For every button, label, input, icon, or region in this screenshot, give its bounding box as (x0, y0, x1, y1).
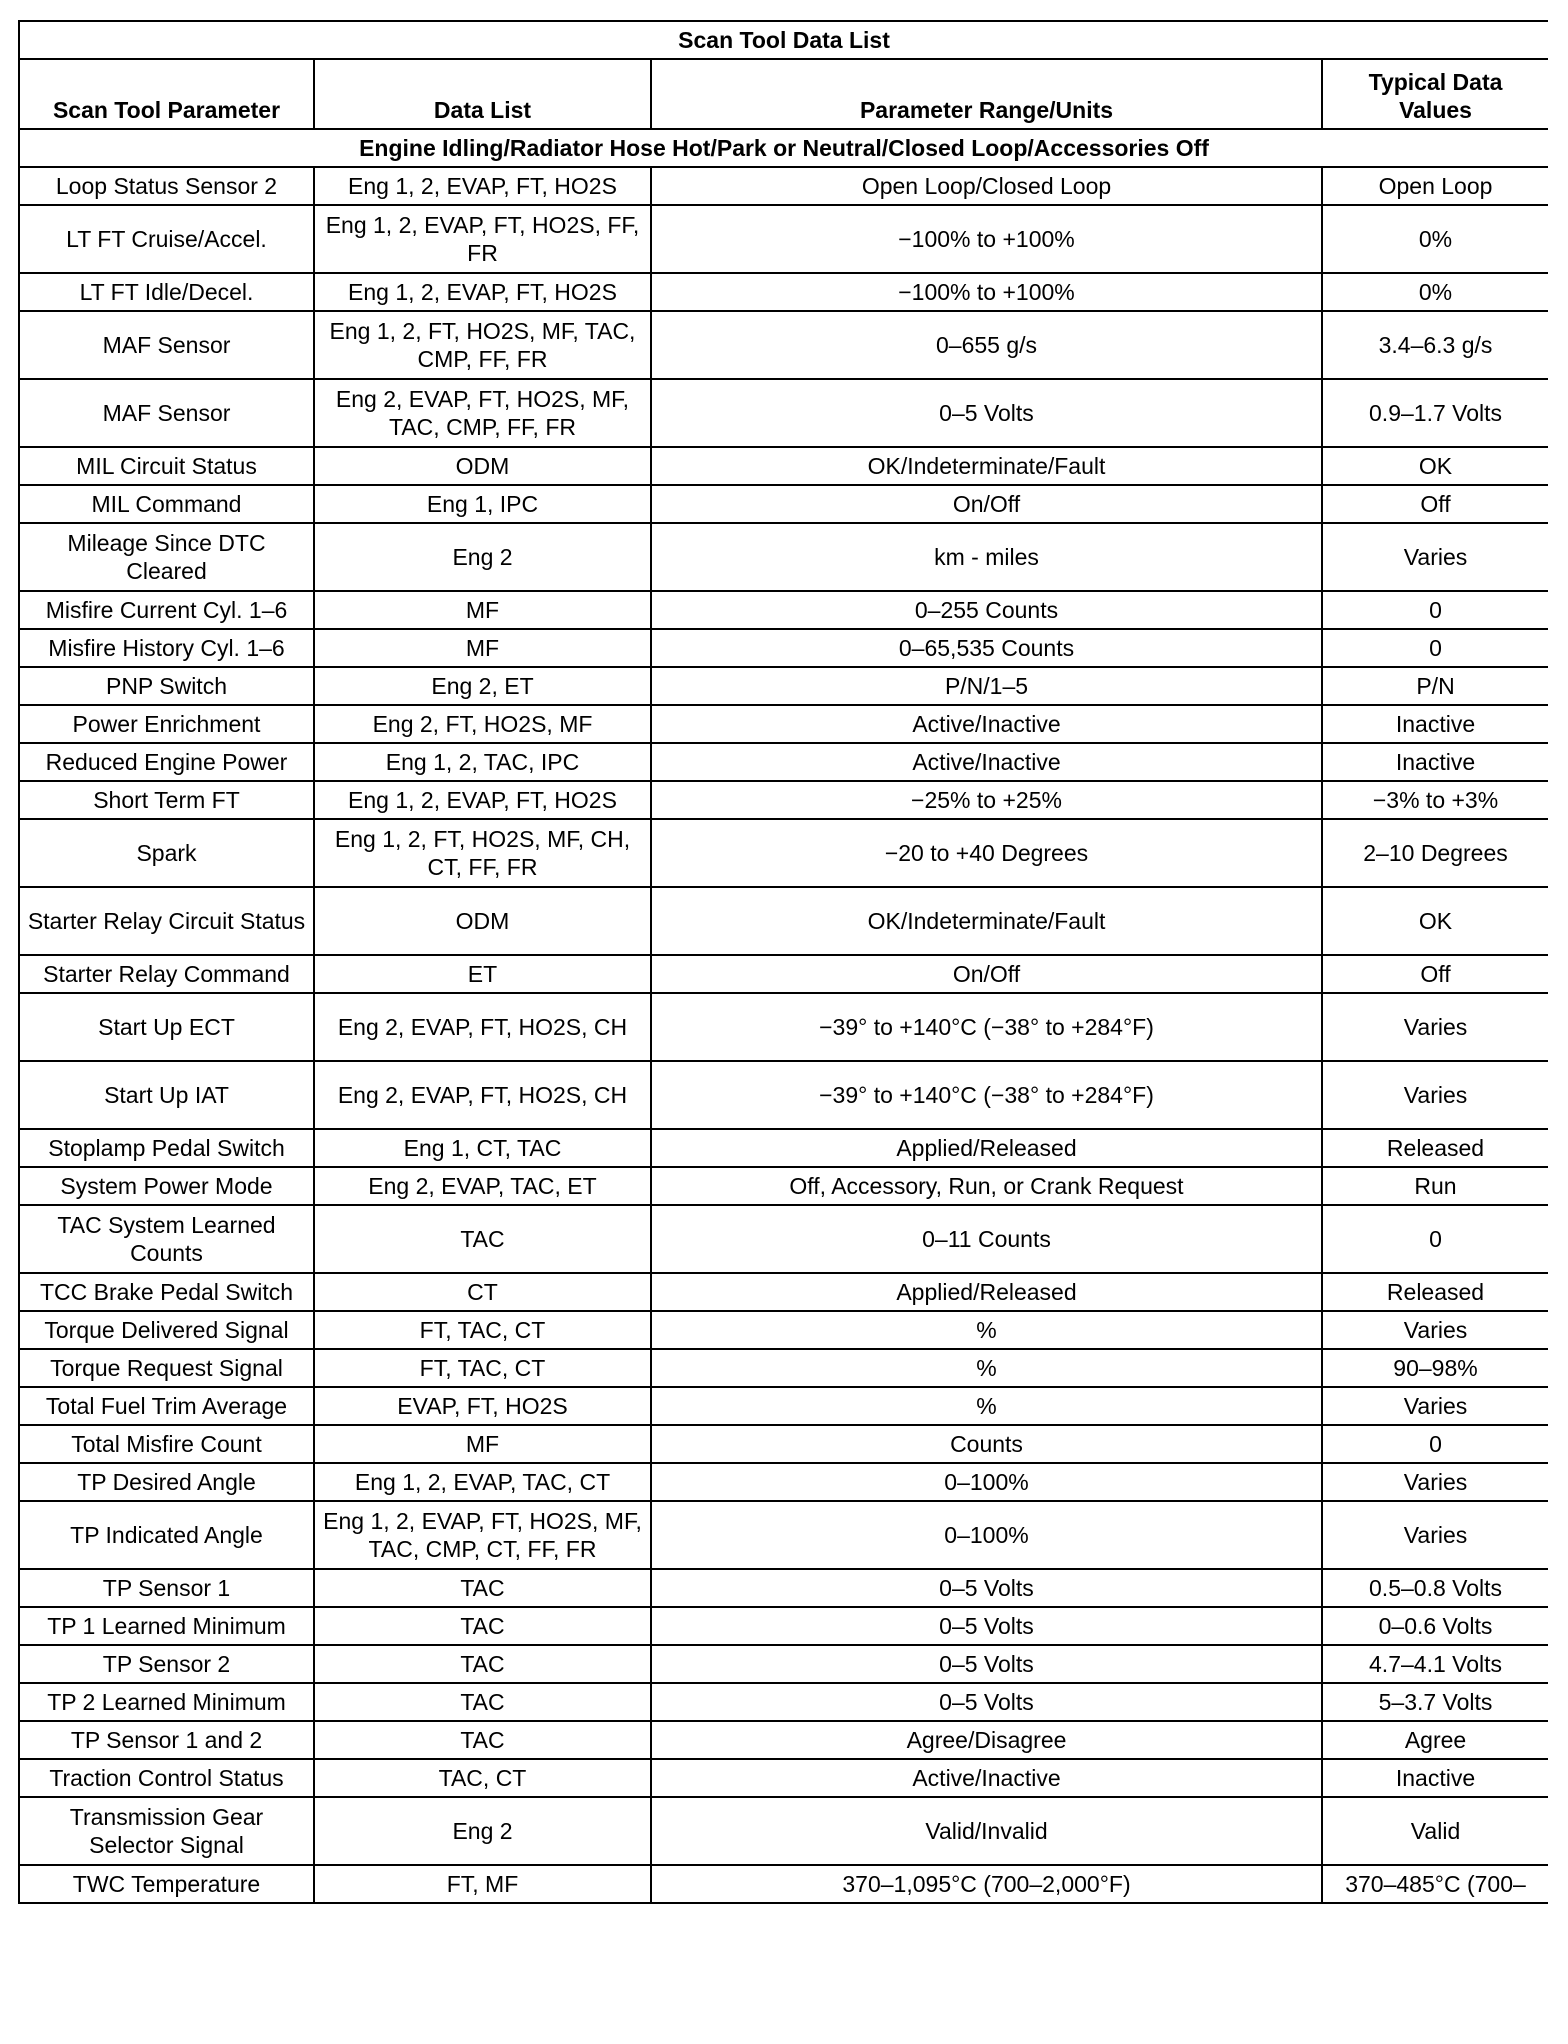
cell-parameter: TWC Temperature (19, 1865, 314, 1903)
cell-data-list: Eng 1, 2, EVAP, FT, HO2S (314, 273, 651, 311)
table-row (19, 591, 1548, 629)
cell-typical: 0–0.6 Volts (1322, 1607, 1548, 1645)
table-row (19, 705, 1548, 743)
cell-parameter: Reduced Engine Power (19, 743, 314, 781)
cell-typical: 0% (1322, 273, 1548, 311)
cell-data-list: ODM (314, 447, 651, 485)
cell-typical: Valid (1322, 1797, 1548, 1865)
table-row (19, 1569, 1548, 1607)
table-row (19, 1797, 1548, 1865)
cell-range: Applied/Released (651, 1273, 1322, 1311)
cell-data-list: Eng 1, CT, TAC (314, 1129, 651, 1167)
table-row (19, 1425, 1548, 1463)
cell-range: % (651, 1349, 1322, 1387)
cell-parameter: Traction Control Status (19, 1759, 314, 1797)
column-header-range: Parameter Range/Units (651, 59, 1322, 129)
cell-data-list: Eng 1, IPC (314, 485, 651, 523)
table-row (19, 523, 1548, 591)
cell-parameter: Short Term FT (19, 781, 314, 819)
cell-typical: Varies (1322, 1311, 1548, 1349)
cell-parameter: MIL Command (19, 485, 314, 523)
cell-parameter: Start Up IAT (19, 1061, 314, 1129)
cell-data-list: Eng 2 (314, 523, 651, 591)
cell-typical: Released (1322, 1129, 1548, 1167)
cell-range: 0–65,535 Counts (651, 629, 1322, 667)
cell-typical: Off (1322, 955, 1548, 993)
cell-parameter: Misfire Current Cyl. 1–6 (19, 591, 314, 629)
cell-data-list: TAC (314, 1205, 651, 1273)
column-header-parameter: Scan Tool Parameter (19, 59, 314, 129)
table-row (19, 1273, 1548, 1311)
cell-typical: 0 (1322, 1425, 1548, 1463)
cell-range: Active/Inactive (651, 1759, 1322, 1797)
cell-parameter: Total Fuel Trim Average (19, 1387, 314, 1425)
cell-range: 0–655 g/s (651, 311, 1322, 379)
cell-range: Counts (651, 1425, 1322, 1463)
cell-range: On/Off (651, 485, 1322, 523)
cell-typical: Varies (1322, 993, 1548, 1061)
cell-parameter: MAF Sensor (19, 311, 314, 379)
table-row (19, 1387, 1548, 1425)
cell-typical: Varies (1322, 523, 1548, 591)
cell-data-list: Eng 1, 2, EVAP, TAC, CT (314, 1463, 651, 1501)
cell-range: −100% to +100% (651, 205, 1322, 273)
cell-data-list: Eng 1, 2, EVAP, FT, HO2S, FF, FR (314, 205, 651, 273)
cell-data-list: Eng 2, EVAP, TAC, ET (314, 1167, 651, 1205)
cell-typical: 0 (1322, 629, 1548, 667)
table-row (19, 447, 1548, 485)
cell-parameter: TCC Brake Pedal Switch (19, 1273, 314, 1311)
cell-typical: Agree (1322, 1721, 1548, 1759)
cell-typical: Varies (1322, 1061, 1548, 1129)
cell-range: P/N/1–5 (651, 667, 1322, 705)
cell-data-list: CT (314, 1273, 651, 1311)
cell-typical: 370–485°C (700– (1322, 1865, 1548, 1903)
table-row (19, 1205, 1548, 1273)
cell-parameter: TP Sensor 2 (19, 1645, 314, 1683)
cell-data-list: ET (314, 955, 651, 993)
cell-parameter: Starter Relay Command (19, 955, 314, 993)
cell-range: Active/Inactive (651, 743, 1322, 781)
scan-tool-data-table (18, 20, 1548, 1904)
cell-range: % (651, 1311, 1322, 1349)
cell-parameter: MIL Circuit Status (19, 447, 314, 485)
table-row (19, 167, 1548, 205)
cell-parameter: LT FT Cruise/Accel. (19, 205, 314, 273)
cell-range: 0–5 Volts (651, 1683, 1322, 1721)
table-row (19, 1865, 1548, 1903)
table-row (19, 1683, 1548, 1721)
cell-data-list: Eng 2, EVAP, FT, HO2S, CH (314, 1061, 651, 1129)
cell-typical: 5–3.7 Volts (1322, 1683, 1548, 1721)
cell-typical: Run (1322, 1167, 1548, 1205)
cell-parameter: LT FT Idle/Decel. (19, 273, 314, 311)
cell-data-list: Eng 1, 2, EVAP, FT, HO2S (314, 167, 651, 205)
cell-typical: Varies (1322, 1387, 1548, 1425)
cell-typical: OK (1322, 887, 1548, 955)
cell-data-list: TAC, CT (314, 1759, 651, 1797)
cell-data-list: MF (314, 629, 651, 667)
cell-parameter: MAF Sensor (19, 379, 314, 447)
cell-range: OK/Indeterminate/Fault (651, 887, 1322, 955)
cell-data-list: Eng 2, EVAP, FT, HO2S, MF, TAC, CMP, FF, FR (314, 379, 651, 447)
cell-typical: 90–98% (1322, 1349, 1548, 1387)
cell-parameter: Misfire History Cyl. 1–6 (19, 629, 314, 667)
table-row (19, 743, 1548, 781)
cell-typical: Inactive (1322, 705, 1548, 743)
cell-data-list: Eng 1, 2, TAC, IPC (314, 743, 651, 781)
cell-parameter: Torque Request Signal (19, 1349, 314, 1387)
cell-data-list: MF (314, 1425, 651, 1463)
cell-data-list: Eng 2 (314, 1797, 651, 1865)
cell-typical: 3.4–6.3 g/s (1322, 311, 1548, 379)
cell-data-list: FT, TAC, CT (314, 1311, 651, 1349)
table-row (19, 667, 1548, 705)
cell-range: Valid/Invalid (651, 1797, 1322, 1865)
table-body (19, 167, 1548, 1903)
column-header-typical: Typical Data Values (1322, 59, 1548, 129)
cell-data-list: TAC (314, 1721, 651, 1759)
cell-parameter: TP Desired Angle (19, 1463, 314, 1501)
cell-range: Open Loop/Closed Loop (651, 167, 1322, 205)
cell-parameter: Starter Relay Circuit Status (19, 887, 314, 955)
table-row (19, 1501, 1548, 1569)
cell-parameter: System Power Mode (19, 1167, 314, 1205)
cell-parameter: TP Sensor 1 (19, 1569, 314, 1607)
cell-typical: −3% to +3% (1322, 781, 1548, 819)
cell-range: Agree/Disagree (651, 1721, 1322, 1759)
cell-range: 0–255 Counts (651, 591, 1322, 629)
table-row (19, 1759, 1548, 1797)
cell-typical: 2–10 Degrees (1322, 819, 1548, 887)
cell-parameter: Transmission Gear Selector Signal (19, 1797, 314, 1865)
cell-range: −25% to +25% (651, 781, 1322, 819)
cell-range: −39° to +140°C (−38° to +284°F) (651, 993, 1322, 1061)
cell-parameter: Power Enrichment (19, 705, 314, 743)
cell-range: Off, Accessory, Run, or Crank Request (651, 1167, 1322, 1205)
cell-typical: 0.9–1.7 Volts (1322, 379, 1548, 447)
table-row (19, 781, 1548, 819)
cell-data-list: MF (314, 591, 651, 629)
cell-data-list: Eng 2, FT, HO2S, MF (314, 705, 651, 743)
cell-data-list: Eng 2, ET (314, 667, 651, 705)
table-row (19, 1607, 1548, 1645)
cell-data-list: Eng 1, 2, FT, HO2S, MF, CH, CT, FF, FR (314, 819, 651, 887)
cell-data-list: TAC (314, 1683, 651, 1721)
cell-typical: Open Loop (1322, 167, 1548, 205)
document-page (18, 20, 1548, 2026)
cell-data-list: ODM (314, 887, 651, 955)
cell-range: 0–11 Counts (651, 1205, 1322, 1273)
table-row (19, 955, 1548, 993)
cell-typical: 4.7–4.1 Volts (1322, 1645, 1548, 1683)
table-row (19, 1061, 1548, 1129)
table-row (19, 819, 1548, 887)
table-title: Scan Tool Data List (19, 21, 1548, 59)
table-row (19, 887, 1548, 955)
cell-typical: Varies (1322, 1501, 1548, 1569)
cell-data-list: Eng 1, 2, EVAP, FT, HO2S (314, 781, 651, 819)
cell-range: OK/Indeterminate/Fault (651, 447, 1322, 485)
table-row (19, 1349, 1548, 1387)
cell-parameter: TP 2 Learned Minimum (19, 1683, 314, 1721)
cell-parameter: TAC System Learned Counts (19, 1205, 314, 1273)
cell-range: Active/Inactive (651, 705, 1322, 743)
cell-parameter: Start Up ECT (19, 993, 314, 1061)
table-row (19, 629, 1548, 667)
cell-typical: Released (1322, 1273, 1548, 1311)
cell-data-list: Eng 1, 2, FT, HO2S, MF, TAC, CMP, FF, FR (314, 311, 651, 379)
cell-parameter: Mileage Since DTC Cleared (19, 523, 314, 591)
cell-parameter: TP 1 Learned Minimum (19, 1607, 314, 1645)
cell-typical: Off (1322, 485, 1548, 523)
table-row (19, 273, 1548, 311)
cell-data-list: Eng 1, 2, EVAP, FT, HO2S, MF, TAC, CMP, CT, FF, FR (314, 1501, 651, 1569)
cell-parameter: Torque Delivered Signal (19, 1311, 314, 1349)
cell-range: 0–5 Volts (651, 1569, 1322, 1607)
cell-typical: Inactive (1322, 1759, 1548, 1797)
cell-typical: P/N (1322, 667, 1548, 705)
cell-range: 0–5 Volts (651, 379, 1322, 447)
cell-data-list: FT, MF (314, 1865, 651, 1903)
table-row (19, 1721, 1548, 1759)
cell-range: Applied/Released (651, 1129, 1322, 1167)
cell-parameter: PNP Switch (19, 667, 314, 705)
cell-range: km - miles (651, 523, 1322, 591)
cell-parameter: TP Indicated Angle (19, 1501, 314, 1569)
table-row (19, 1129, 1548, 1167)
table-row (19, 1463, 1548, 1501)
table-row (19, 1645, 1548, 1683)
cell-range: 370–1,095°C (700–2,000°F) (651, 1865, 1322, 1903)
cell-range: −100% to +100% (651, 273, 1322, 311)
cell-typical: 0 (1322, 1205, 1548, 1273)
condition-row: Engine Idling/Radiator Hose Hot/Park or Neutral/Closed Loop/Accessories Off (19, 129, 1548, 167)
column-header-data-list: Data List (314, 59, 651, 129)
cell-parameter: Stoplamp Pedal Switch (19, 1129, 314, 1167)
cell-range: 0–5 Volts (651, 1645, 1322, 1683)
table-row (19, 485, 1548, 523)
cell-data-list: TAC (314, 1607, 651, 1645)
cell-parameter: TP Sensor 1 and 2 (19, 1721, 314, 1759)
cell-data-list: Eng 2, EVAP, FT, HO2S, CH (314, 993, 651, 1061)
table-row (19, 205, 1548, 273)
cell-typical: Inactive (1322, 743, 1548, 781)
cell-typical: OK (1322, 447, 1548, 485)
cell-parameter: Spark (19, 819, 314, 887)
cell-range: 0–100% (651, 1501, 1322, 1569)
cell-data-list: TAC (314, 1569, 651, 1607)
cell-typical: 0% (1322, 205, 1548, 273)
cell-range: On/Off (651, 955, 1322, 993)
cell-range: 0–5 Volts (651, 1607, 1322, 1645)
cell-data-list: EVAP, FT, HO2S (314, 1387, 651, 1425)
cell-data-list: TAC (314, 1645, 651, 1683)
cell-range: 0–100% (651, 1463, 1322, 1501)
cell-parameter: Loop Status Sensor 2 (19, 167, 314, 205)
cell-typical: Varies (1322, 1463, 1548, 1501)
cell-range: −20 to +40 Degrees (651, 819, 1322, 887)
cell-data-list: FT, TAC, CT (314, 1349, 651, 1387)
cell-typical: 0.5–0.8 Volts (1322, 1569, 1548, 1607)
table-row (19, 993, 1548, 1061)
cell-range: −39° to +140°C (−38° to +284°F) (651, 1061, 1322, 1129)
table-row (19, 1311, 1548, 1349)
table-row (19, 1167, 1548, 1205)
table-row (19, 379, 1548, 447)
cell-typical: 0 (1322, 591, 1548, 629)
cell-range: % (651, 1387, 1322, 1425)
table-row (19, 311, 1548, 379)
cell-parameter: Total Misfire Count (19, 1425, 314, 1463)
